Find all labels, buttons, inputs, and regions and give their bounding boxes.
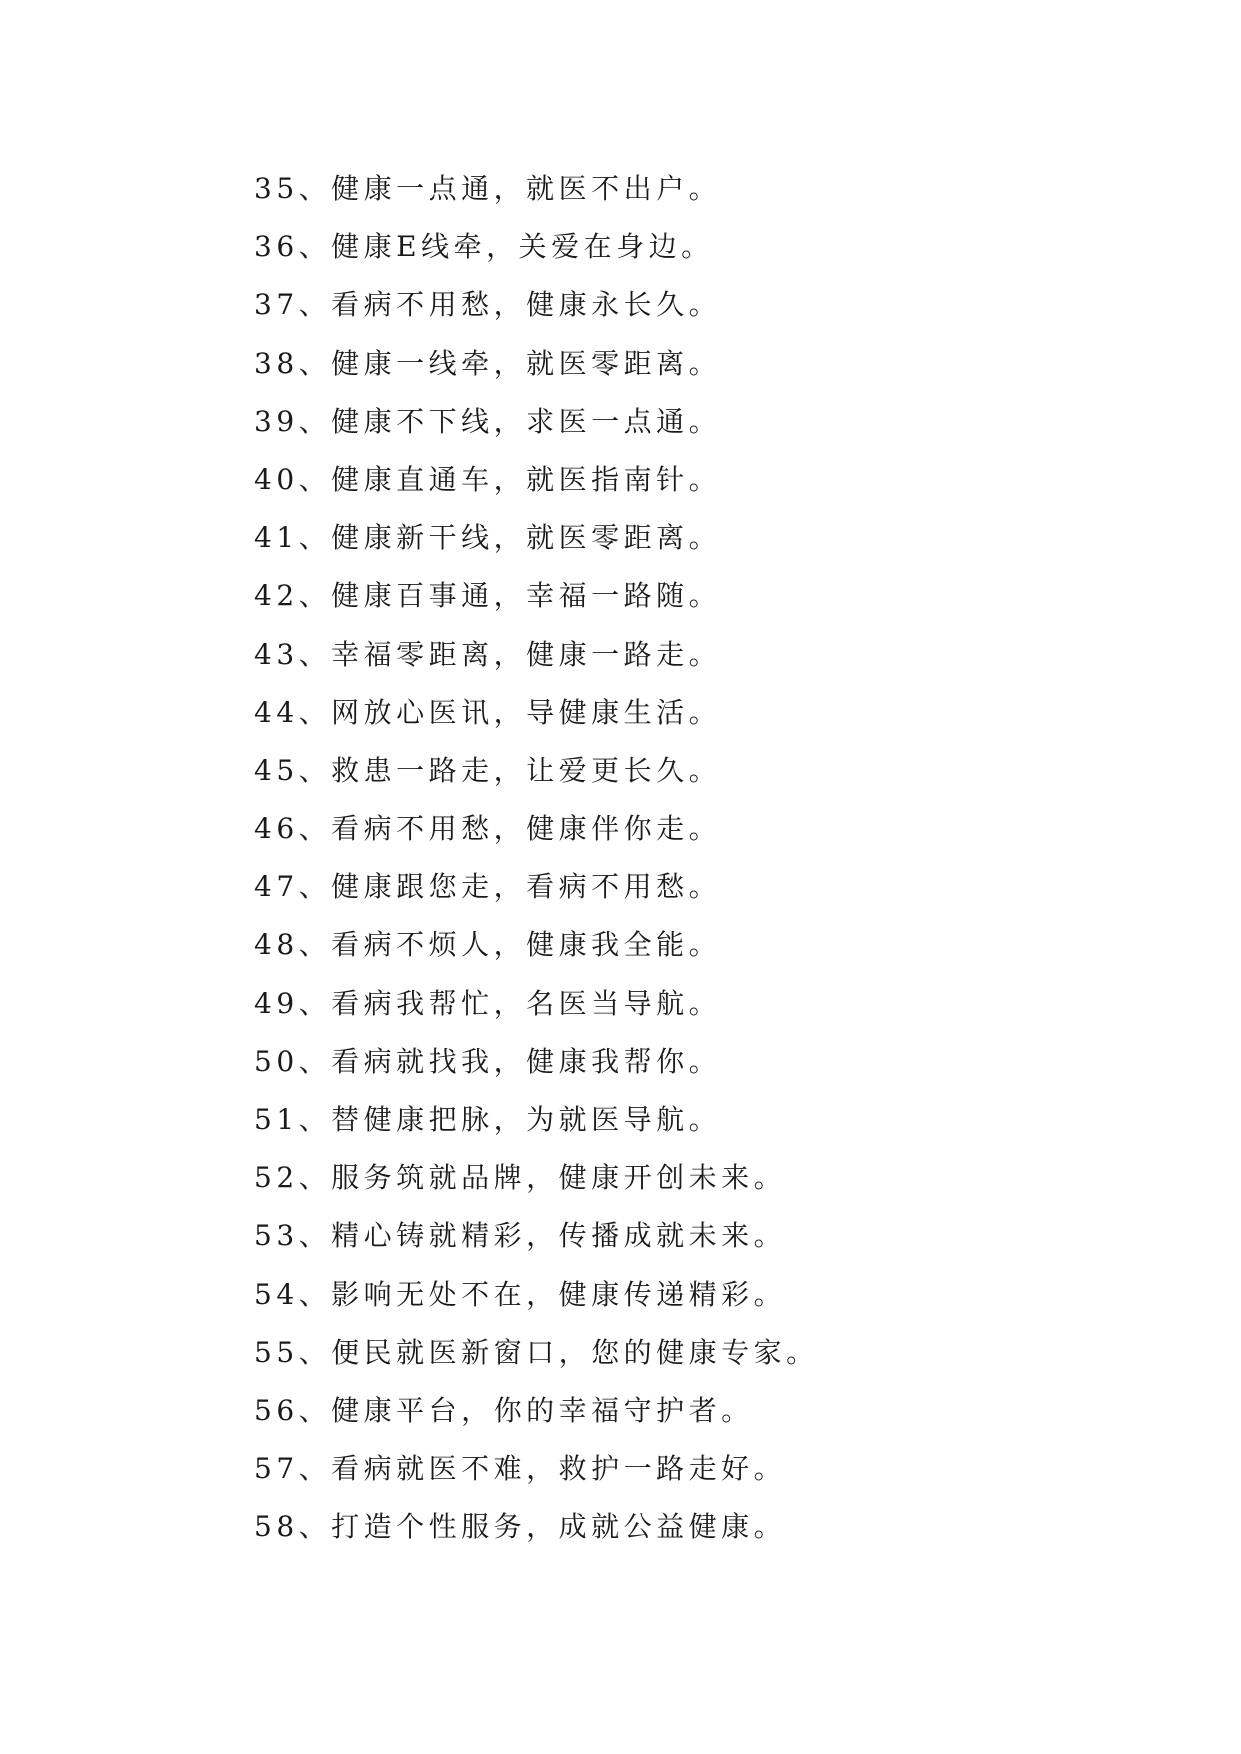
list-item: 56、健康平台，你的幸福守护者。	[254, 1393, 754, 1427]
slogan-list	[254, 160, 1154, 1557]
list-item: 35、健康一点通，就医不出户。	[254, 172, 722, 205]
list-item: 37、看病不用愁，健康永长久。	[254, 288, 722, 322]
list-item: 49、看病我帮忙，名医当导航。	[254, 986, 722, 1020]
list-item: 51、替健康把脉，为就医导航。	[254, 1103, 722, 1136]
list-item: 43、幸福零距离，健康一路走。	[254, 637, 722, 671]
list-item: 53、精心铸就精彩，传播成就未来。	[254, 1219, 787, 1253]
list-item: 38、健康一线牵，就医零距离。	[254, 346, 722, 380]
list-item: 48、看病不烦人，健康我全能。	[254, 928, 722, 962]
list-item: 55、便民就医新窗口，您的健康专家。	[254, 1335, 819, 1369]
list-item: 45、救患一路走，让爱更长久。	[254, 753, 722, 787]
list-item: 42、健康百事通，幸福一路随。	[254, 579, 722, 613]
list-item: 57、看病就医不难，救护一路走好。	[254, 1452, 787, 1486]
list-item: 50、看病就找我，健康我帮你。	[254, 1044, 722, 1078]
list-item: 36、健康E线牵，关爱在身边。	[254, 230, 714, 264]
list-item: 44、网放心医讯，导健康生活。	[254, 695, 722, 729]
list-item: 41、健康新干线，就医零距离。	[254, 521, 722, 555]
list-item: 40、健康直通车，就医指南针。	[254, 462, 722, 496]
list-item: 58、打造个性服务，成就公益健康。	[254, 1510, 787, 1544]
list-item: 39、健康不下线，求医一点通。	[254, 404, 722, 438]
list-item: 54、影响无处不在，健康传递精彩。	[254, 1277, 787, 1311]
list-item: 47、健康跟您走，看病不用愁。	[254, 870, 722, 904]
list-item: 52、服务筑就品牌，健康开创未来。	[254, 1161, 787, 1195]
list-item: 46、看病不用愁，健康伴你走。	[254, 812, 722, 846]
